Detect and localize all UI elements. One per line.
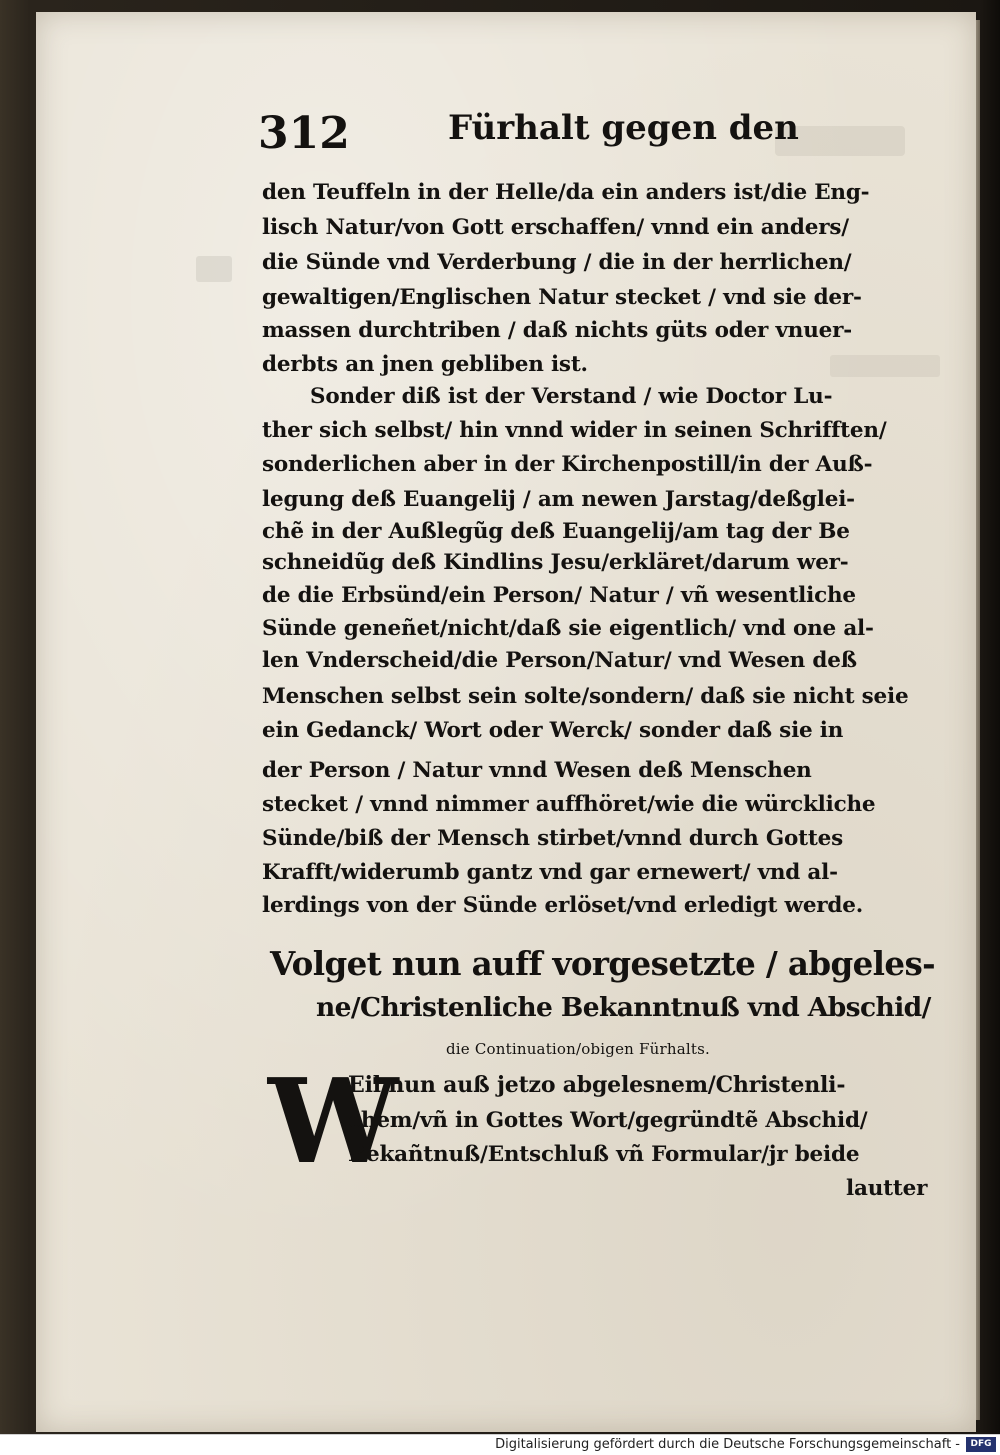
body-line: der Person / Natur vnnd Wesen deß Menschen: [262, 758, 812, 783]
body-line: len Vnderscheid/die Person/Natur/ vnd Wesen deß: [262, 648, 857, 673]
page-number: 312: [258, 108, 350, 159]
body-line: lerdings von der Sünde erlöset/vnd erledigt werde.: [262, 893, 864, 918]
body-line: lisch Natur/von Gott erschaffen/ vnnd ein anders/: [262, 215, 849, 240]
funding-credit: Digitalisierung gefördert durch die Deutsche Forschungsgemeinschaft -: [495, 1437, 960, 1452]
body-line: Sünde/biß der Mensch stirbet/vnnd durch Gottes: [262, 826, 843, 851]
body-line: Krafft/widerumb gantz vnd gar ernewert/ vnd al-: [262, 860, 838, 885]
body-line: ein Gedanck/ Wort oder Werck/ sonder daß sie in: [262, 718, 844, 743]
running-title: Fürhalt gegen den: [448, 108, 799, 148]
body-line: stecket / vnnd nimmer auffhöret/wie die würckliche: [262, 792, 876, 817]
bleed-through-mark: [196, 256, 232, 282]
dfg-logo: DFG: [966, 1437, 996, 1452]
body-line: Sünde geneñet/nicht/daß sie eigentlich/ vnd one al-: [262, 616, 874, 641]
body-line: schneidũg deß Kindlins Jesu/erkläret/darum wer-: [262, 550, 849, 575]
catchword: lautter: [846, 1176, 928, 1201]
body-line: chem/vñ in Gottes Wort/gegründtẽ Abschid/: [348, 1108, 868, 1133]
body-line: sonderlichen aber in der Kirchenpostill/in der Auß-: [262, 452, 873, 477]
section-caption: die Continuation/obigen Fürhalts.: [446, 1040, 710, 1058]
body-line: Menschen selbst sein solte/sondern/ daß sie nicht seie: [262, 684, 909, 709]
drop-cap: W: [268, 1054, 399, 1190]
body-line: derbts an jnen gebliben ist.: [262, 352, 588, 377]
body-line: Bekañtnuß/Entschluß vñ Formular/jr beide: [348, 1142, 860, 1167]
body-line: ther sich selbst/ hin vnnd wider in seinen Schrifften/: [262, 418, 887, 443]
body-line: Sonder diß ist der Verstand / wie Doctor Lu-: [310, 384, 833, 409]
bleed-through-mark: [830, 355, 940, 377]
body-line: gewaltigen/Englischen Natur stecket / vnd sie der-: [262, 285, 862, 310]
body-line: legung deß Euangelij / am newen Jarstag/deßglei-: [262, 487, 855, 512]
body-line: den Teuffeln in der Helle/da ein anders ist/die Eng-: [262, 180, 870, 205]
footer-bar: [0, 1434, 1000, 1455]
body-line: de die Erbsünd/ein Person/ Natur / vñ wesentliche: [262, 583, 856, 608]
body-line: die Sünde vnd Verderbung / die in der herrlichen/: [262, 250, 852, 275]
section-heading-line: Volget nun auff vorgesetzte / abgeles-: [270, 944, 936, 983]
section-heading-line: ne/Christenliche Bekanntnuß vnd Abschid/: [316, 992, 931, 1023]
body-line: chẽ in der Außlegũg deß Euangelij/am tag der Be: [262, 519, 850, 544]
body-line: Eil nun auß jetzo abgelesnem/Christenli-: [348, 1072, 846, 1098]
body-line: massen durchtriben / daß nichts güts oder vnuer-: [262, 318, 852, 343]
